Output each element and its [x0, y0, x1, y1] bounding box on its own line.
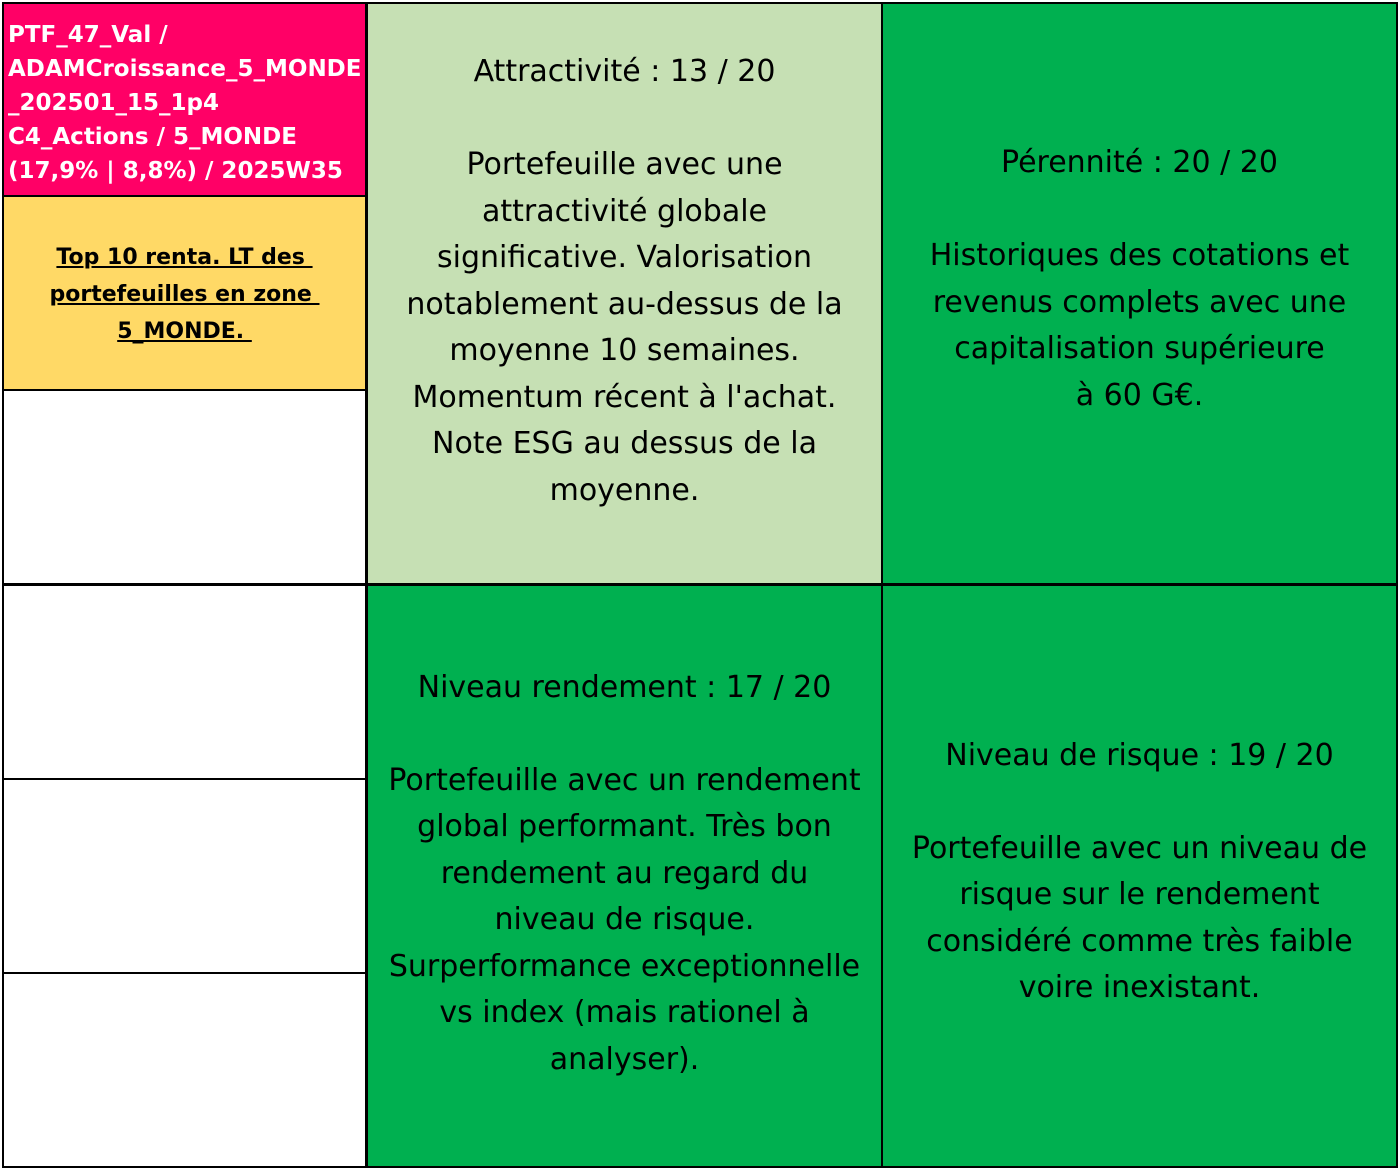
attractivite-line: significative. Valorisation	[437, 240, 812, 275]
portfolio-id-cell	[2, 2, 367, 197]
risque-cell	[881, 584, 1398, 1168]
portfolio-id-line: C4_Actions / 5_MONDE	[8, 124, 297, 150]
attractivite-line: moyenne.	[549, 472, 700, 508]
portfolio-id-line: ADAMCroissance_5_MONDE	[8, 56, 362, 82]
rendement-title: Niveau rendement : 17 / 20	[417, 669, 832, 705]
rendement-line: vs index (mais rationel à	[439, 995, 810, 1031]
portfolio-id-line: PTF_47_Val /	[8, 22, 168, 48]
attractivite-line: Note ESG au dessus de la	[432, 426, 817, 461]
rendement-line: global performant. Très bon	[417, 809, 832, 845]
rendement-content	[370, 665, 879, 1084]
rendement-line: Portefeuille avec un rendement	[388, 762, 861, 798]
top10-cell	[2, 195, 367, 391]
perennite-line: Historiques des cotations et	[929, 238, 1350, 273]
perennite-cell	[881, 2, 1398, 585]
rendement-line: analyser).	[549, 1041, 700, 1077]
spacer	[885, 779, 1394, 826]
risque-content	[885, 733, 1394, 1012]
attractivite-line: notablement au-dessus de la	[406, 286, 843, 322]
empty-cell	[2, 972, 367, 1168]
perennite-line: à 60 G€.	[1075, 377, 1204, 413]
attractivite-title: Attractivité : 13 / 20	[473, 54, 776, 89]
perennite-content	[885, 140, 1394, 419]
top10-line: portefeuilles en zone	[49, 282, 320, 307]
risque-line: risque sur le rendement	[959, 877, 1320, 912]
spacer	[370, 96, 879, 143]
top10-line: 5_MONDE.	[117, 319, 252, 344]
attractivite-cell	[366, 2, 883, 585]
rendement-line: rendement au regard du	[440, 855, 809, 891]
attractivite-line: Portefeuille avec une	[466, 147, 783, 182]
attractivite-line: attractivité globale	[481, 193, 767, 229]
risque-line: considéré comme très faible	[926, 923, 1353, 959]
rendement-line: Surperformance exceptionnelle	[388, 948, 861, 984]
attractivite-line: moyenne 10 semaines.	[449, 333, 800, 368]
risque-title: Niveau de risque : 19 / 20	[945, 737, 1334, 773]
attractivite-content	[370, 49, 879, 514]
rendement-cell	[366, 584, 883, 1168]
risque-line: Portefeuille avec un niveau de	[911, 830, 1368, 866]
top10-line: Top 10 renta. LT des	[56, 245, 313, 270]
rendement-line: niveau de risque.	[494, 902, 755, 938]
spacer	[885, 187, 1394, 234]
perennite-line: capitalisation supérieure	[954, 331, 1325, 366]
risque-line: voire inexistant.	[1018, 970, 1261, 1005]
empty-cell	[2, 389, 367, 585]
empty-cell	[2, 584, 367, 780]
attractivite-line: Momentum récent à l'achat.	[412, 379, 837, 415]
portfolio-id-line: _202501_15_1p4	[8, 90, 219, 116]
spacer	[370, 711, 879, 758]
perennite-title: Pérennité : 20 / 20	[1001, 145, 1278, 180]
empty-cell	[2, 778, 367, 974]
perennite-line: revenus complets avec une	[932, 284, 1347, 320]
portfolio-id-line: (17,9% | 8,8%) / 2025W35	[8, 158, 343, 184]
